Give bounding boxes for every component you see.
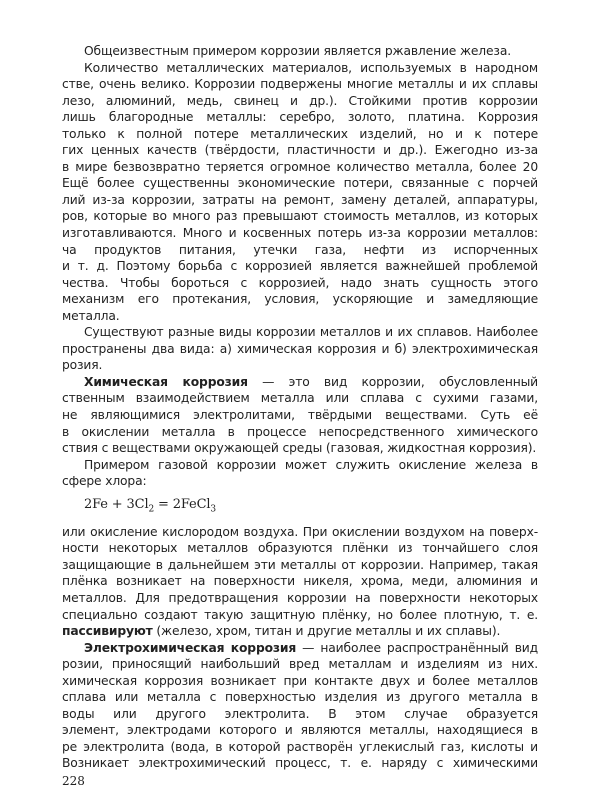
text-line [62, 457, 538, 474]
line-text: элемент, электродами которого и являются металлы, находящиеся в [62, 723, 538, 738]
line-text: химическая коррозия возникает при контакте двух и более металлов [62, 673, 538, 688]
text-line [62, 623, 538, 640]
text-line [62, 242, 538, 259]
line-text: Общеизвестным примером коррозии является ржавление железа. [84, 44, 511, 58]
text-line [62, 390, 538, 407]
line-text: (железо, хром, титан и другие металлы и их сплавы). [152, 624, 501, 639]
line-text: чества. Чтобы бороться с коррозией, надо знать сущность этого [62, 275, 538, 290]
line-text: плёнка возникает на поверхности никеля, хрома, меди, алюминия и [62, 574, 538, 589]
text-line [62, 258, 538, 275]
text-line [62, 590, 538, 607]
line-text: ров, которые во много раз превышают стоимость металлов, из которых [62, 209, 538, 224]
text-line [62, 225, 538, 242]
line-text: Примером газовой коррозии может служить окисление железа в [84, 457, 538, 472]
text-line [62, 540, 538, 557]
formula-subscript: 3 [210, 504, 216, 515]
line-text: или окисление кислородом воздуха. При окислении воздухом на поверх- [62, 524, 538, 539]
text-line [62, 424, 538, 441]
line-text: гих ценных качеств (твёрдости, пластичности и др.). Ежегодно из-за [62, 143, 538, 158]
formula-left: 2Fe + 3Cl [84, 496, 149, 512]
line-text: металлов. Для предотвращения коррозии на поверхности некоторых [62, 590, 538, 605]
text-line [62, 142, 538, 159]
text-line [62, 557, 538, 574]
text-line [62, 440, 538, 457]
line-text: механизм его протекания, условия, ускоряющие и замедляющие [62, 292, 538, 307]
body-text [62, 43, 538, 772]
text-line [62, 324, 538, 341]
line-text: стве, очень велико. Коррозии подвержены многие металлы и их сплавы [62, 77, 538, 92]
text-line [62, 192, 538, 209]
line-text: ственным взаимодействием металла или сплава с сухими газами, [62, 391, 538, 406]
line-text: Ещё более существенны экономические потери, связанные с порчей [62, 176, 538, 191]
text-line [62, 76, 538, 93]
text-line [62, 722, 538, 739]
line-text: пространены два вида: а) химическая коррозия и б) электрохимическая [62, 341, 538, 356]
line-text: — это вид коррозии, обусловленный [262, 374, 538, 389]
text-line [62, 175, 538, 192]
line-text: лий из-за коррозии, затраты на ремонт, замену деталей, аппаратуры, [62, 192, 538, 207]
text-line [62, 357, 538, 374]
line-text: ности некоторых металлов образуются плёнки из тончайшего слоя [62, 541, 538, 556]
text-line [62, 126, 538, 143]
line-text: в окислении металла в процессе непосредственного химического [62, 424, 538, 439]
text-line [62, 524, 538, 541]
page-number: 228 [62, 774, 85, 788]
line-text: не являющимися электролитами, твёрдыми веществами. Суть её [62, 408, 538, 423]
line-text: воды или другого электролита. В этом случае образуется [62, 706, 538, 721]
line-text: ча продуктов питания, утечки газа, нефти из испорченных [62, 242, 538, 257]
line-text: сфере хлора: [62, 474, 147, 489]
text-before-formula [62, 43, 538, 490]
text-line [62, 109, 538, 126]
text-line [62, 374, 538, 391]
text-line [62, 275, 538, 292]
text-after-formula [62, 524, 538, 772]
line-text: в мире безвозвратно теряется огромное количество металла, более 20 [62, 159, 538, 174]
text-line [62, 473, 538, 490]
text-line [62, 159, 538, 176]
line-text: изготавливаются. Много и косвенных потерь из-за коррозии металлов: [62, 226, 538, 241]
text-line [62, 673, 538, 690]
text-line [62, 60, 538, 77]
bold-term: Электрохимическая коррозия [84, 640, 297, 655]
line-text: сплава или металла с поверхностью изделия из другого металла в [62, 690, 538, 705]
line-text: и т. д. Поэтому борьба с коррозией является важнейшей проблемой [62, 259, 538, 274]
chemical-equation [62, 490, 538, 524]
text-line [62, 308, 538, 325]
text-line [62, 43, 538, 60]
text-line [62, 640, 538, 657]
line-text: специально создают такую защитную плёнку, но более плотную, т. е. [62, 607, 538, 622]
line-text: ре электролита (вода, в которой растворён углекислый газ, кислоты и [62, 739, 538, 754]
line-text: розия. [62, 358, 103, 373]
text-line [62, 607, 538, 624]
text-line [62, 706, 538, 723]
text-line [62, 341, 538, 358]
text-line [62, 689, 538, 706]
line-text: металла. [62, 308, 120, 323]
line-text: лишь благородные металлы: серебро, золото, платина. Коррозия [62, 110, 538, 125]
line-text: Существуют разные виды коррозии металлов и их сплавов. Наиболее [84, 325, 538, 340]
line-text: лезо, алюминий, медь, свинец и др.). Стойкими против коррозии [62, 93, 538, 108]
text-line [62, 407, 538, 424]
line-text: ствия с веществами окружающей среды (газовая, жидкостная коррозия). [62, 441, 537, 456]
text-line [62, 208, 538, 225]
text-line [62, 291, 538, 308]
line-text: розии, приносящий наибольший вред металлам и изделиям из них. [62, 657, 538, 672]
bold-term: Химическая коррозия [84, 374, 248, 389]
line-text: только к полной потере металлических изделий, но и к потере [62, 126, 538, 141]
line-text: Количество металлических материалов, используемых в народном [84, 60, 538, 75]
text-line [62, 656, 538, 673]
text-line [62, 755, 538, 772]
text-line [62, 93, 538, 110]
formula-subscript: 2 [148, 504, 155, 515]
text-line [62, 739, 538, 756]
formula-right: = 2FeCl [154, 496, 211, 512]
bold-term: пассивируют [62, 624, 153, 639]
line-text: — наиболее распространённый вид [302, 640, 538, 655]
line-text: Возникает электрохимический процесс, т. е. наряду с химическими [62, 756, 538, 771]
line-text: защищающие в дальнейшем эти металлы от коррозии. Например, такая [62, 557, 538, 572]
text-line [62, 573, 538, 590]
